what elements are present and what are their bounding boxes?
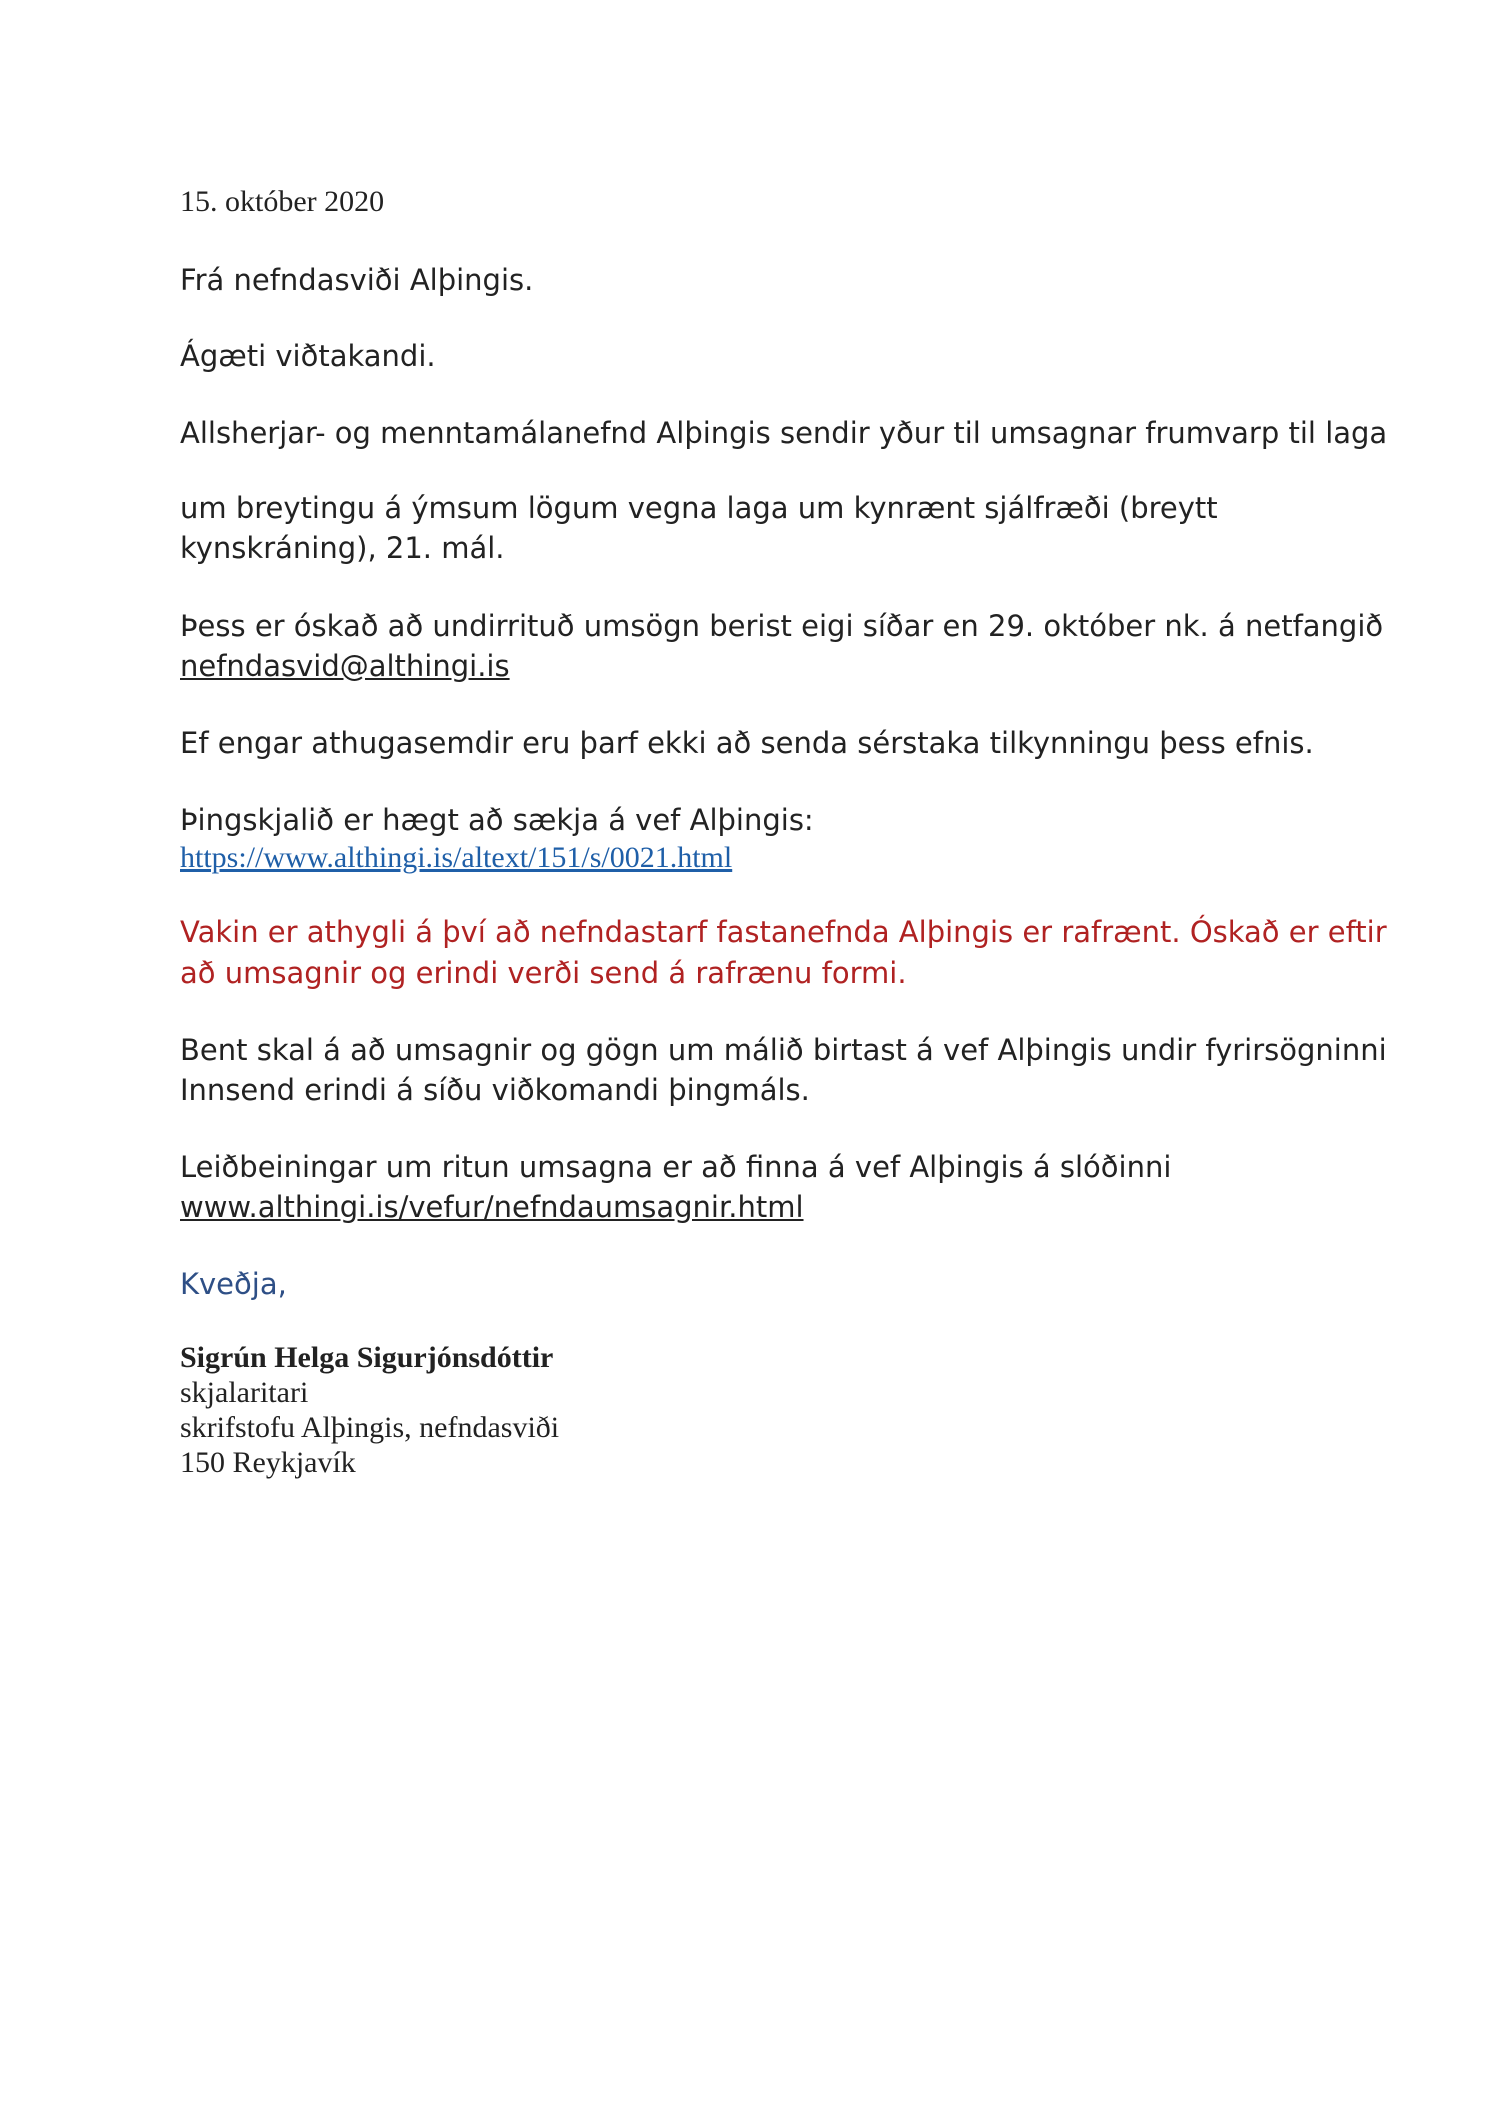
guide-link[interactable]: www.althingi.is/vefur/nefndaumsagnir.html <box>180 1190 804 1224</box>
signature-name: Sigrún Helga Sigurjónsdóttir <box>180 1341 554 1374</box>
guide-line: Leiðbeiningar um ritun umsagna er að finna á vef Alþingis á slóðinni <box>180 1150 1172 1184</box>
electronic-notice-line-1: Vakin er athygli á því að nefndastarf fastanefnda Alþingis er rafrænt. Óskað er eftir <box>180 915 1387 949</box>
closing-text: Kveðja, <box>180 1267 287 1301</box>
intro-line-2: um breytingu á ýmsum lögum vegna laga um kynrænt sjálfræði (breytt <box>180 491 1218 525</box>
electronic-notice-line-2: að umsagnir og erindi verði send á rafrænu formi. <box>180 956 907 990</box>
publish-line-2: Innsend erindi á síðu viðkomandi þingmáls. <box>180 1073 810 1107</box>
deadline-line: Þess er óskað að undirrituð umsögn berist eigi síðar en 29. október nk. á netfangið <box>180 609 1384 643</box>
deadline-email-link[interactable]: nefndasvid@althingi.is <box>180 649 510 683</box>
intro-line-3: kynskráning), 21. mál. <box>180 531 505 565</box>
signature-title: skjalaritari <box>180 1376 309 1409</box>
signature-city: 150 Reykjavík <box>180 1446 356 1479</box>
signature-office: skrifstofu Alþingis, nefndasviði <box>180 1411 560 1444</box>
letter-greeting: Ágæti viðtakandi. <box>180 339 436 373</box>
document-line: Þingskjalið er hægt að sækja á vef Alþingis: <box>180 803 814 837</box>
document-link[interactable]: https://www.althingi.is/altext/151/s/0021.html <box>180 841 733 874</box>
intro-line-1: Allsherjar- og menntamálanefnd Alþingis sendir yður til umsagnar frumvarp til laga <box>180 416 1388 450</box>
publish-line-1: Bent skal á að umsagnir og gögn um málið birtast á vef Alþingis undir fyrirsögninni <box>180 1033 1387 1067</box>
letter-from: Frá nefndasviði Alþingis. <box>180 263 534 297</box>
letter-date: 15. október 2020 <box>180 185 385 218</box>
no-comments-line: Ef engar athugasemdir eru þarf ekki að senda sérstaka tilkynningu þess efnis. <box>180 726 1314 760</box>
